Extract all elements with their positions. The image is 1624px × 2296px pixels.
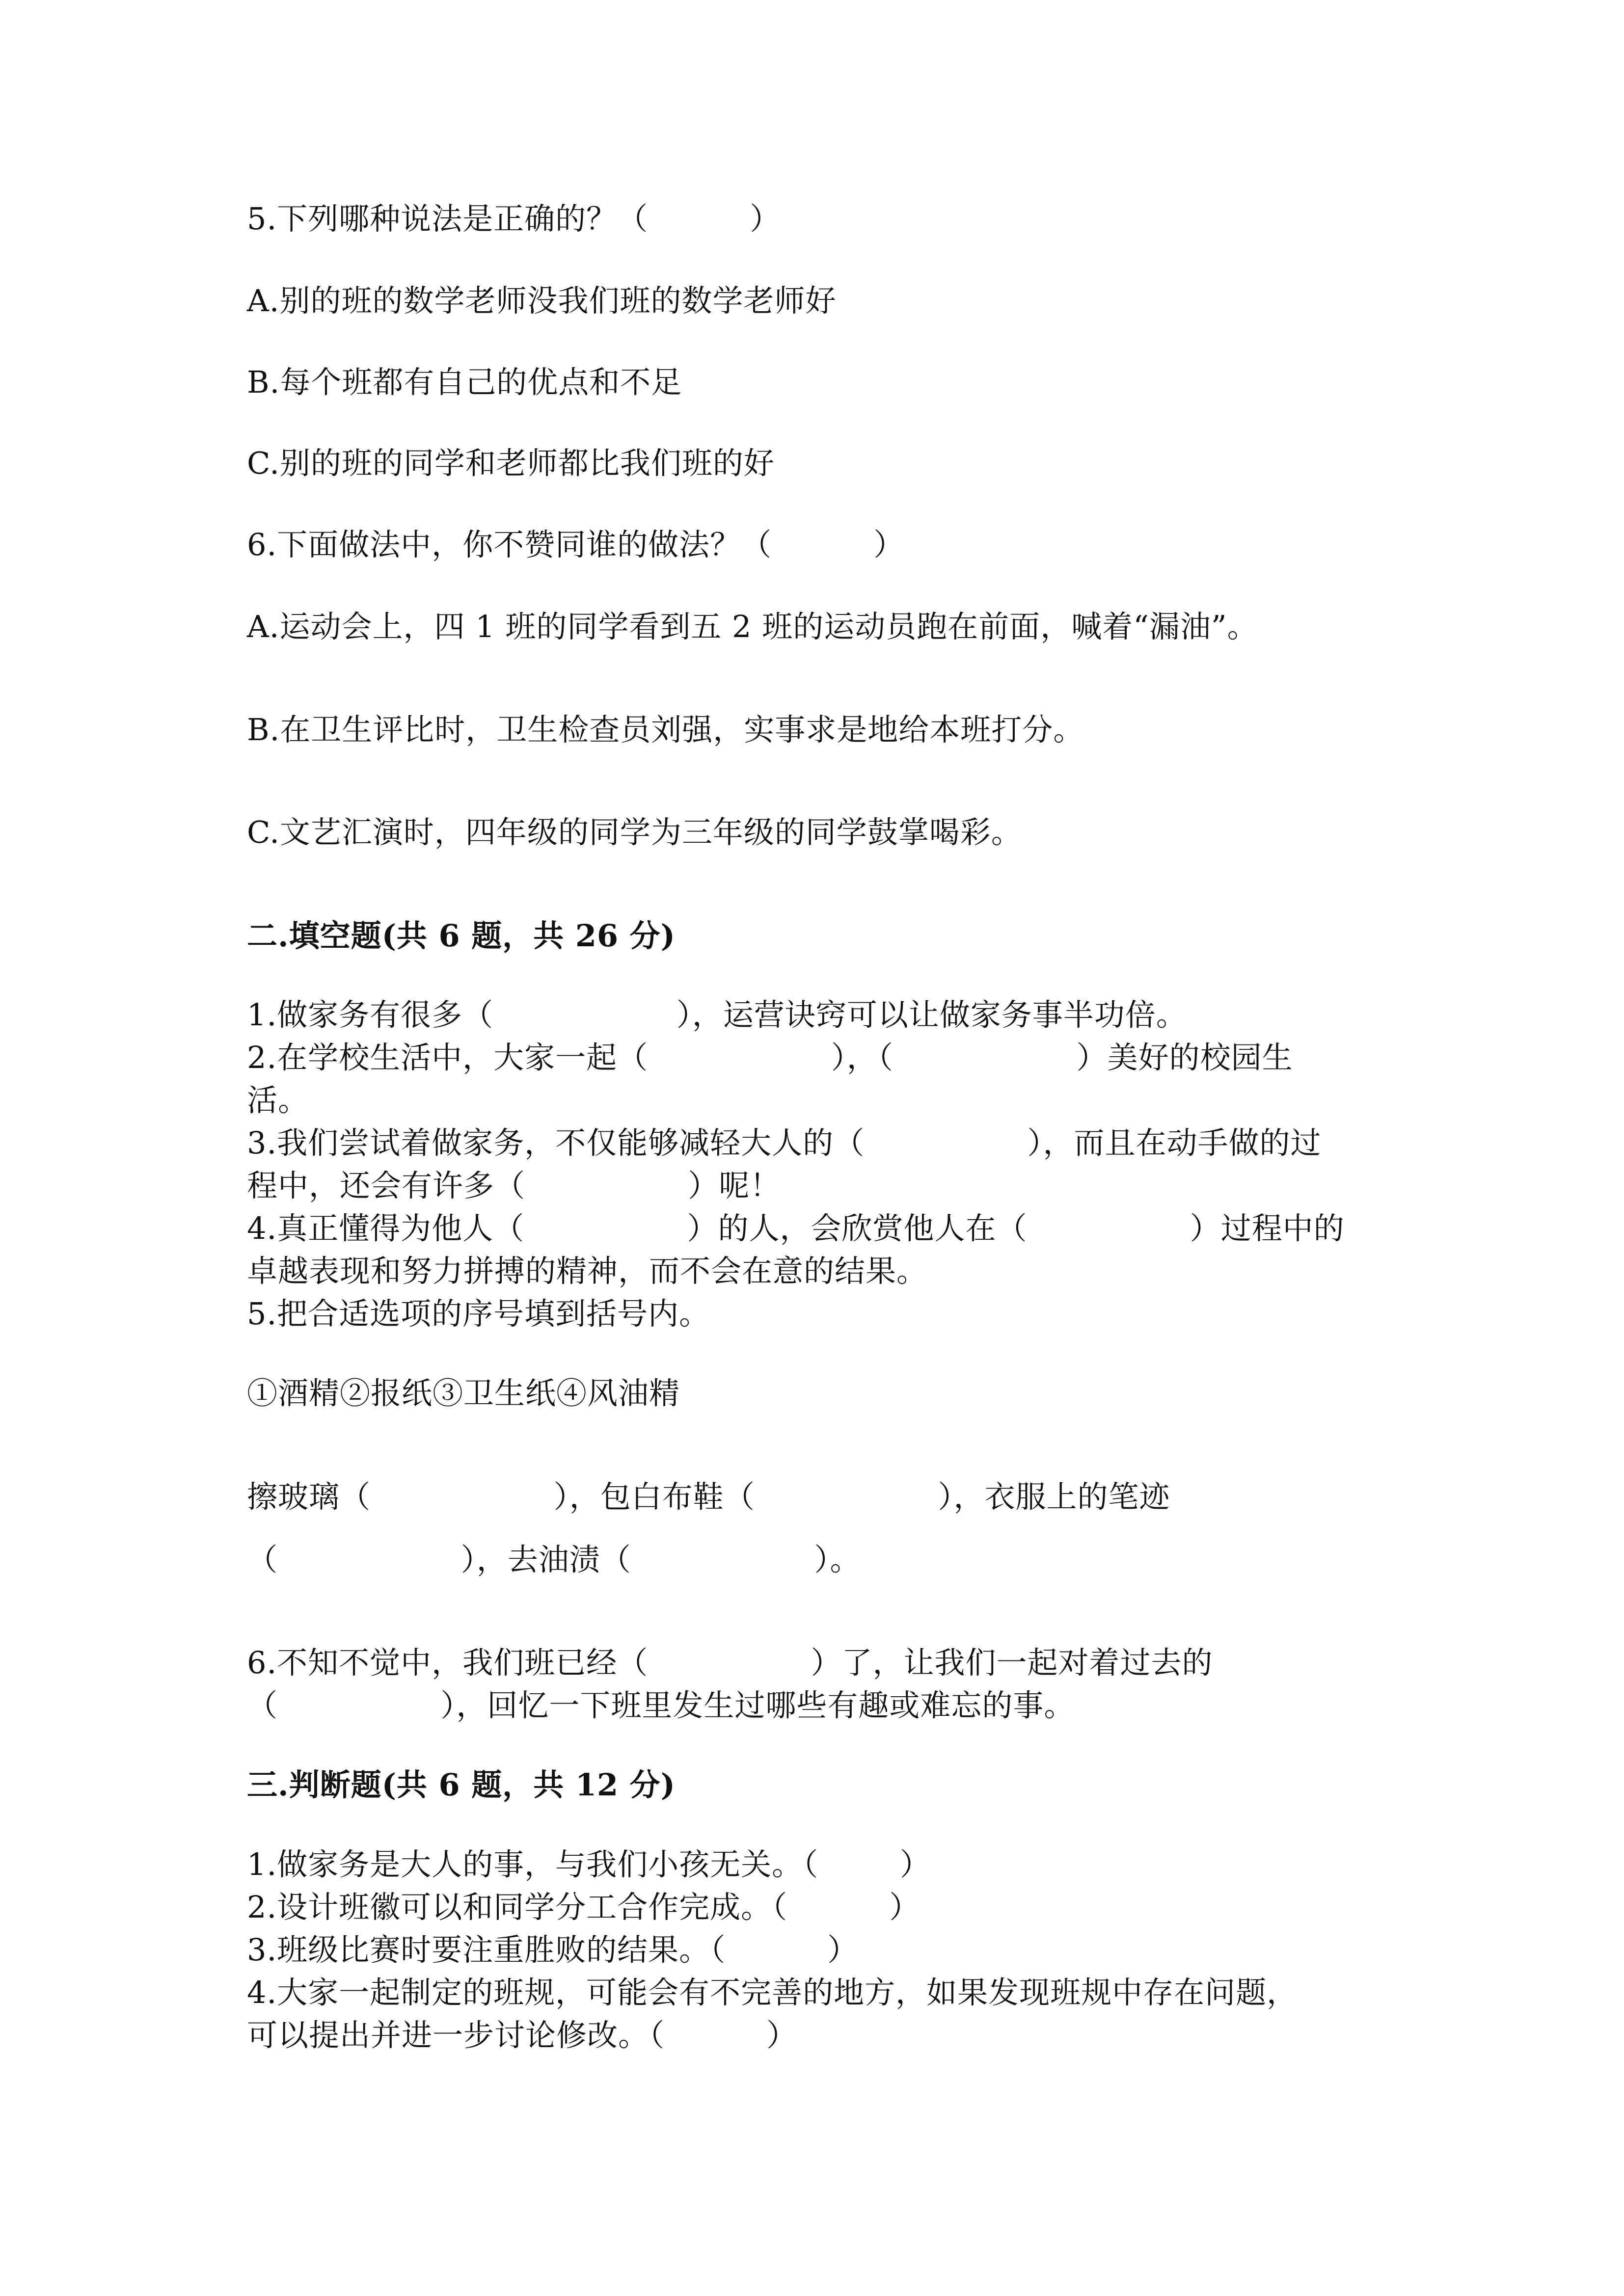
question-6-option-a: A.运动会上，四 1 班的同学看到五 2 班的运动员跑在前面，喊着“漏油”。 [247, 609, 1258, 644]
question-5-option-a: A.别的班的数学老师没我们班的数学老师好 [247, 283, 837, 319]
true-false-line-2: 2.设计班徽可以和同学分工合作完成。（ ） [247, 1889, 920, 1925]
fill-in-q5-blanks-line-1: 擦玻璃（ ），包白布鞋（ ），衣服上的笔迹 [247, 1479, 1170, 1515]
fill-in-q6-line-2: （ ），回忆一下班里发生过哪些有趣或难忘的事。 [247, 1687, 1075, 1723]
fill-in-q6-line-1: 6.不知不觉中，我们班已经（ ）了，让我们一起对着过去的 [247, 1645, 1213, 1681]
question-5-option-b: B.每个班都有自己的优点和不足 [247, 364, 682, 400]
fill-in-q5-blanks-line-2: （ ），去油渍（ ）。 [247, 1542, 861, 1577]
section-heading-fill-in: 二.填空题(共 6 题，共 26 分) [247, 918, 676, 954]
true-false-line-5: 可以提出并进一步讨论修改。（ ） [247, 2017, 798, 2053]
fill-in-line-7: 卓越表现和努力拼搏的精神，而不会在意的结果。 [247, 1253, 928, 1289]
fill-in-line-6: 4.真正懂得为他人（ ）的人，会欣赏他人在（ ）过程中的 [247, 1210, 1345, 1246]
fill-in-line-5: 程中，还会有许多（ ）呢！ [247, 1168, 781, 1203]
fill-in-line-4: 3.我们尝试着做家务，不仅能够减轻大人的（ ），而且在动手做的过 [247, 1125, 1322, 1161]
question-6-stem: 6.下面做法中，你不赞同谁的做法？（ ） [247, 527, 905, 562]
fill-in-line-1: 1.做家务有很多（ ），运营诀窍可以让做家务事半功倍。 [247, 997, 1187, 1033]
true-false-line-4: 4.大家一起制定的班规，可能会有不完善的地方，如果发现班规中存在问题， [247, 1975, 1298, 2010]
question-6-option-c: C.文艺汇演时，四年级的同学为三年级的同学鼓掌喝彩。 [247, 814, 1022, 850]
question-5-option-c: C.别的班的同学和老师都比我们班的好 [247, 445, 775, 481]
section-heading-true-false: 三.判断题(共 6 题，共 12 分) [247, 1767, 676, 1803]
fill-in-line-3: 活。 [247, 1082, 309, 1118]
fill-in-line-8: 5.把合适选项的序号填到括号内。 [247, 1296, 710, 1332]
true-false-line-1: 1.做家务是大人的事，与我们小孩无关。（ ） [247, 1846, 931, 1882]
question-5-stem: 5.下列哪种说法是正确的？（ ） [247, 201, 781, 237]
fill-in-line-2: 2.在学校生活中，大家一起（ ），（ ）美好的校园生 [247, 1040, 1293, 1075]
true-false-line-3: 3.班级比赛时要注重胜败的结果。（ ） [247, 1932, 859, 1968]
question-6-option-b: B.在卫生评比时，卫生检查员刘强，实事求是地给本班打分。 [247, 712, 1084, 748]
fill-in-q5-options: ①酒精②报纸③卫生纸④风油精 [247, 1375, 680, 1411]
